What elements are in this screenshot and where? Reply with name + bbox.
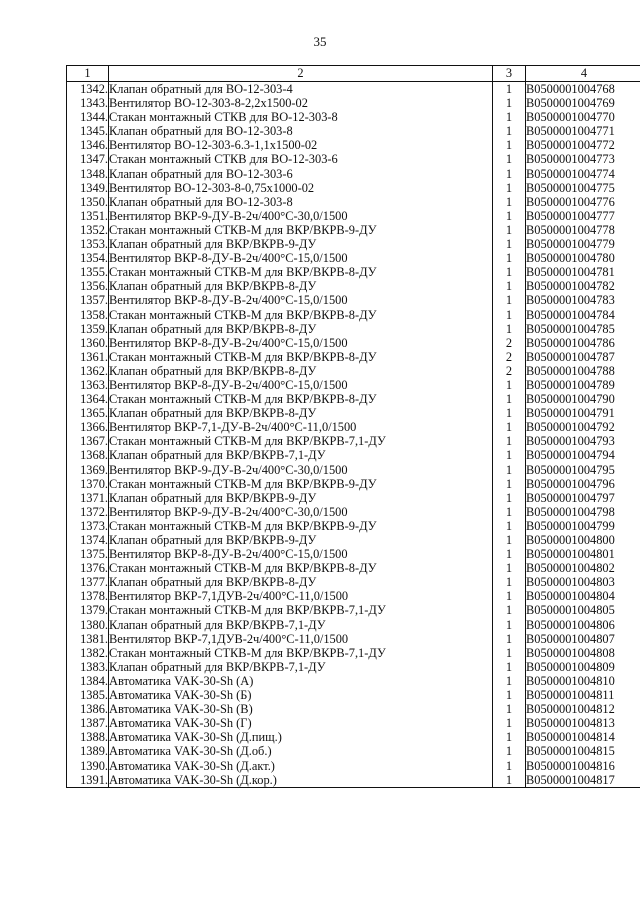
row-number: 1372. [67,505,109,519]
table-row [67,251,640,265]
item-quantity: 1 [493,589,526,603]
table-row [67,519,640,533]
item-quantity: 1 [493,293,526,307]
item-quantity: 1 [493,195,526,209]
row-number: 1369. [67,463,109,477]
item-name: Автоматика VAK-30-Sh (В) [109,702,493,716]
row-number: 1384. [67,674,109,688]
table-row [67,547,640,561]
item-name: Клапан обратный для ВКР/ВКРВ-8-ДУ [109,322,493,336]
item-name: Стакан монтажный СТКВ-М для ВКР/ВКРВ-9-ДУ [109,477,493,491]
item-quantity: 1 [493,773,526,788]
item-name: Вентилятор ВО-12-303-6.3-1,1х1500-02 [109,138,493,152]
row-number: 1374. [67,533,109,547]
item-quantity: 1 [493,660,526,674]
item-name: Стакан монтажный СТКВ-М для ВКР/ВКРВ-8-ДУ [109,350,493,364]
table-row [67,773,640,788]
item-quantity: 1 [493,688,526,702]
row-number: 1346. [67,138,109,152]
table-row [67,702,640,716]
table-row [67,152,640,166]
item-name: Клапан обратный для ВКР/ВКРВ-8-ДУ [109,406,493,420]
row-number: 1353. [67,237,109,251]
row-number: 1365. [67,406,109,420]
item-name: Вентилятор ВО-12-303-8-0,75х1000-02 [109,181,493,195]
row-number: 1377. [67,575,109,589]
item-quantity: 1 [493,209,526,223]
item-name: Автоматика VAK-30-Sh (Б) [109,688,493,702]
item-code: B0500001004772 [526,138,640,152]
row-number: 1389. [67,744,109,758]
row-number: 1371. [67,491,109,505]
row-number: 1347. [67,152,109,166]
table-row [67,237,640,251]
item-code: B0500001004806 [526,618,640,632]
row-number: 1362. [67,364,109,378]
item-name: Стакан монтажный СТКВ-М для ВКР/ВКРВ-9-ДУ [109,223,493,237]
item-name: Стакан монтажный СТКВ-М для ВКР/ВКРВ-7,1-ДУ [109,434,493,448]
table-row [67,308,640,322]
item-quantity: 2 [493,336,526,350]
table-row [67,406,640,420]
item-name: Клапан обратный для ВКР/ВКРВ-7,1-ДУ [109,448,493,462]
item-quantity: 2 [493,350,526,364]
item-quantity: 1 [493,223,526,237]
item-name: Вентилятор ВКР-8-ДУ-В-2ч/400°С-15,0/1500 [109,547,493,561]
row-number: 1354. [67,251,109,265]
item-quantity: 1 [493,167,526,181]
table-row [67,322,640,336]
item-code: B0500001004789 [526,378,640,392]
item-code: B0500001004817 [526,773,640,788]
row-number: 1366. [67,420,109,434]
item-code: B0500001004800 [526,533,640,547]
item-name: Вентилятор ВКР-9-ДУ-В-2ч/400°С-30,0/1500 [109,209,493,223]
item-code: B0500001004815 [526,744,640,758]
table-row [67,336,640,350]
item-name: Стакан монтажный СТКВ-М для ВКР/ВКРВ-7,1-ДУ [109,603,493,617]
table-row [67,293,640,307]
item-name: Вентилятор ВО-12-303-8-2,2х1500-02 [109,96,493,110]
item-code: B0500001004770 [526,110,640,124]
table-row [67,110,640,124]
row-number: 1349. [67,181,109,195]
row-number: 1344. [67,110,109,124]
item-name: Стакан монтажный СТКВ для ВО-12-303-8 [109,110,493,124]
item-quantity: 1 [493,674,526,688]
table-row [67,603,640,617]
item-quantity: 1 [493,124,526,138]
row-number: 1388. [67,730,109,744]
item-quantity: 1 [493,181,526,195]
item-code: B0500001004774 [526,167,640,181]
row-number: 1375. [67,547,109,561]
row-number: 1370. [67,477,109,491]
table-row [67,744,640,758]
item-name: Автоматика VAK-30-Sh (Д.акт.) [109,759,493,773]
item-quantity: 1 [493,420,526,434]
row-number: 1379. [67,603,109,617]
item-name: Автоматика VAK-30-Sh (Д.об.) [109,744,493,758]
table-row [67,138,640,152]
item-name: Вентилятор ВКР-9-ДУ-В-2ч/400°С-30,0/1500 [109,505,493,519]
item-code: B0500001004813 [526,716,640,730]
item-name: Вентилятор ВКР-8-ДУ-В-2ч/400°С-15,0/1500 [109,293,493,307]
item-quantity: 1 [493,561,526,575]
item-code: B0500001004791 [526,406,640,420]
item-quantity: 1 [493,716,526,730]
item-code: B0500001004794 [526,448,640,462]
table-header-row [67,66,640,82]
item-quantity: 1 [493,702,526,716]
item-code: B0500001004797 [526,491,640,505]
item-name: Вентилятор ВКР-8-ДУ-В-2ч/400°С-15,0/1500 [109,378,493,392]
item-code: B0500001004808 [526,646,640,660]
row-number: 1355. [67,265,109,279]
row-number: 1357. [67,293,109,307]
table-body [67,82,640,788]
row-number: 1373. [67,519,109,533]
column-header-4: 4 [526,66,640,82]
table-row [67,759,640,773]
item-code: B0500001004809 [526,660,640,674]
item-name: Автоматика VAK-30-Sh (Д.кор.) [109,773,493,788]
item-name: Стакан монтажный СТКВ для ВО-12-303-6 [109,152,493,166]
item-name: Клапан обратный для ВО-12-303-8 [109,195,493,209]
item-quantity: 1 [493,618,526,632]
table-row [67,688,640,702]
item-name: Стакан монтажный СТКВ-М для ВКР/ВКРВ-8-ДУ [109,265,493,279]
document-table [66,65,640,788]
item-code: B0500001004786 [526,336,640,350]
table-row [67,618,640,632]
item-code: B0500001004781 [526,265,640,279]
table-row [67,716,640,730]
table-row [67,209,640,223]
item-quantity: 1 [493,265,526,279]
item-quantity: 1 [493,448,526,462]
row-number: 1352. [67,223,109,237]
row-number: 1342. [67,82,109,97]
item-quantity: 1 [493,744,526,758]
item-quantity: 1 [493,434,526,448]
column-header-3: 3 [493,66,526,82]
item-quantity: 1 [493,279,526,293]
item-code: B0500001004790 [526,392,640,406]
table-row [67,660,640,674]
row-number: 1359. [67,322,109,336]
item-name: Клапан обратный для ВО-12-303-6 [109,167,493,181]
item-code: B0500001004787 [526,350,640,364]
item-quantity: 1 [493,491,526,505]
item-name: Стакан монтажный СТКВ-М для ВКР/ВКРВ-9-ДУ [109,519,493,533]
item-name: Стакан монтажный СТКВ-М для ВКР/ВКРВ-8-ДУ [109,392,493,406]
item-quantity: 1 [493,547,526,561]
item-name: Вентилятор ВКР-9-ДУ-В-2ч/400°С-30,0/1500 [109,463,493,477]
item-name: Вентилятор ВКР-7,1-ДУ-В-2ч/400°С-11,0/1500 [109,420,493,434]
item-name: Автоматика VAK-30-Sh (А) [109,674,493,688]
row-number: 1385. [67,688,109,702]
item-code: B0500001004771 [526,124,640,138]
item-quantity: 1 [493,603,526,617]
item-code: B0500001004802 [526,561,640,575]
table-row [67,350,640,364]
item-code: B0500001004811 [526,688,640,702]
item-code: B0500001004782 [526,279,640,293]
item-code: B0500001004773 [526,152,640,166]
item-name: Вентилятор ВКР-8-ДУ-В-2ч/400°С-15,0/1500 [109,336,493,350]
column-header-2: 2 [109,66,493,82]
row-number: 1361. [67,350,109,364]
table-row [67,646,640,660]
item-quantity: 1 [493,759,526,773]
table-row [67,477,640,491]
item-code: B0500001004783 [526,293,640,307]
item-code: B0500001004778 [526,223,640,237]
item-code: B0500001004775 [526,181,640,195]
item-name: Автоматика VAK-30-Sh (Д.пищ.) [109,730,493,744]
table-row [67,167,640,181]
table-row [67,378,640,392]
item-quantity: 1 [493,505,526,519]
row-number: 1363. [67,378,109,392]
row-number: 1376. [67,561,109,575]
table-row [67,448,640,462]
item-code: B0500001004807 [526,632,640,646]
table-row [67,420,640,434]
table-row [67,561,640,575]
item-code: B0500001004785 [526,322,640,336]
item-name: Вентилятор ВКР-7,1ДУВ-2ч/400°С-11,0/1500 [109,589,493,603]
item-quantity: 1 [493,138,526,152]
row-number: 1358. [67,308,109,322]
row-number: 1381. [67,632,109,646]
item-quantity: 1 [493,463,526,477]
item-quantity: 1 [493,519,526,533]
table-row [67,124,640,138]
item-code: B0500001004777 [526,209,640,223]
row-number: 1380. [67,618,109,632]
item-code: B0500001004780 [526,251,640,265]
table-row [67,491,640,505]
item-name: Стакан монтажный СТКВ-М для ВКР/ВКРВ-8-ДУ [109,561,493,575]
row-number: 1382. [67,646,109,660]
table-row [67,730,640,744]
row-number: 1360. [67,336,109,350]
row-number: 1364. [67,392,109,406]
row-number: 1391. [67,773,109,788]
item-name: Клапан обратный для ВО-12-303-4 [109,82,493,97]
row-number: 1368. [67,448,109,462]
item-name: Клапан обратный для ВКР/ВКРВ-8-ДУ [109,364,493,378]
item-name: Клапан обратный для ВКР/ВКРВ-9-ДУ [109,491,493,505]
item-code: B0500001004816 [526,759,640,773]
item-quantity: 1 [493,392,526,406]
item-code: B0500001004776 [526,195,640,209]
item-name: Стакан монтажный СТКВ-М для ВКР/ВКРВ-7,1-ДУ [109,646,493,660]
item-name: Клапан обратный для ВКР/ВКРВ-9-ДУ [109,533,493,547]
item-quantity: 1 [493,251,526,265]
item-quantity: 1 [493,730,526,744]
item-quantity: 1 [493,575,526,589]
item-name: Вентилятор ВКР-8-ДУ-В-2ч/400°С-15,0/1500 [109,251,493,265]
row-number: 1367. [67,434,109,448]
table-row [67,463,640,477]
item-code: B0500001004799 [526,519,640,533]
item-name: Вентилятор ВКР-7,1ДУВ-2ч/400°С-11,0/1500 [109,632,493,646]
item-quantity: 1 [493,96,526,110]
item-quantity: 1 [493,406,526,420]
item-code: B0500001004801 [526,547,640,561]
item-code: B0500001004769 [526,96,640,110]
table-row [67,195,640,209]
table-row [67,392,640,406]
item-code: B0500001004814 [526,730,640,744]
item-code: B0500001004788 [526,364,640,378]
item-quantity: 1 [493,322,526,336]
item-quantity: 1 [493,152,526,166]
row-number: 1351. [67,209,109,223]
item-quantity: 1 [493,632,526,646]
item-name: Клапан обратный для ВО-12-303-8 [109,124,493,138]
item-code: B0500001004805 [526,603,640,617]
row-number: 1345. [67,124,109,138]
item-quantity: 1 [493,82,526,97]
item-code: B0500001004793 [526,434,640,448]
table-row [67,181,640,195]
item-quantity: 1 [493,533,526,547]
item-code: B0500001004768 [526,82,640,97]
item-name: Клапан обратный для ВКР/ВКРВ-9-ДУ [109,237,493,251]
item-code: B0500001004804 [526,589,640,603]
item-name: Стакан монтажный СТКВ-М для ВКР/ВКРВ-8-ДУ [109,308,493,322]
item-quantity: 2 [493,364,526,378]
table-row [67,223,640,237]
item-code: B0500001004812 [526,702,640,716]
item-quantity: 1 [493,477,526,491]
row-number: 1378. [67,589,109,603]
item-name: Клапан обратный для ВКР/ВКРВ-8-ДУ [109,575,493,589]
item-quantity: 1 [493,308,526,322]
table-row [67,279,640,293]
item-name: Клапан обратный для ВКР/ВКРВ-7,1-ДУ [109,618,493,632]
table-row [67,589,640,603]
row-number: 1348. [67,167,109,181]
row-number: 1356. [67,279,109,293]
table-row [67,632,640,646]
table-row [67,505,640,519]
table-row [67,364,640,378]
table-row [67,265,640,279]
item-quantity: 1 [493,646,526,660]
row-number: 1390. [67,759,109,773]
item-code: B0500001004798 [526,505,640,519]
item-code: B0500001004796 [526,477,640,491]
item-code: B0500001004792 [526,420,640,434]
item-name: Автоматика VAK-30-Sh (Г) [109,716,493,730]
table-row [67,533,640,547]
item-name: Клапан обратный для ВКР/ВКРВ-8-ДУ [109,279,493,293]
row-number: 1386. [67,702,109,716]
row-number: 1350. [67,195,109,209]
table-row [67,575,640,589]
row-number: 1343. [67,96,109,110]
page-number: 35 [313,34,327,49]
item-code: B0500001004795 [526,463,640,477]
item-code: B0500001004779 [526,237,640,251]
column-header-1: 1 [67,66,109,82]
table-row [67,82,640,97]
table-row [67,434,640,448]
row-number: 1383. [67,660,109,674]
row-number: 1387. [67,716,109,730]
item-quantity: 1 [493,237,526,251]
table-row [67,674,640,688]
item-code: B0500001004810 [526,674,640,688]
item-code: B0500001004784 [526,308,640,322]
item-quantity: 1 [493,378,526,392]
item-quantity: 1 [493,110,526,124]
table-row [67,96,640,110]
item-code: B0500001004803 [526,575,640,589]
item-name: Клапан обратный для ВКР/ВКРВ-7,1-ДУ [109,660,493,674]
